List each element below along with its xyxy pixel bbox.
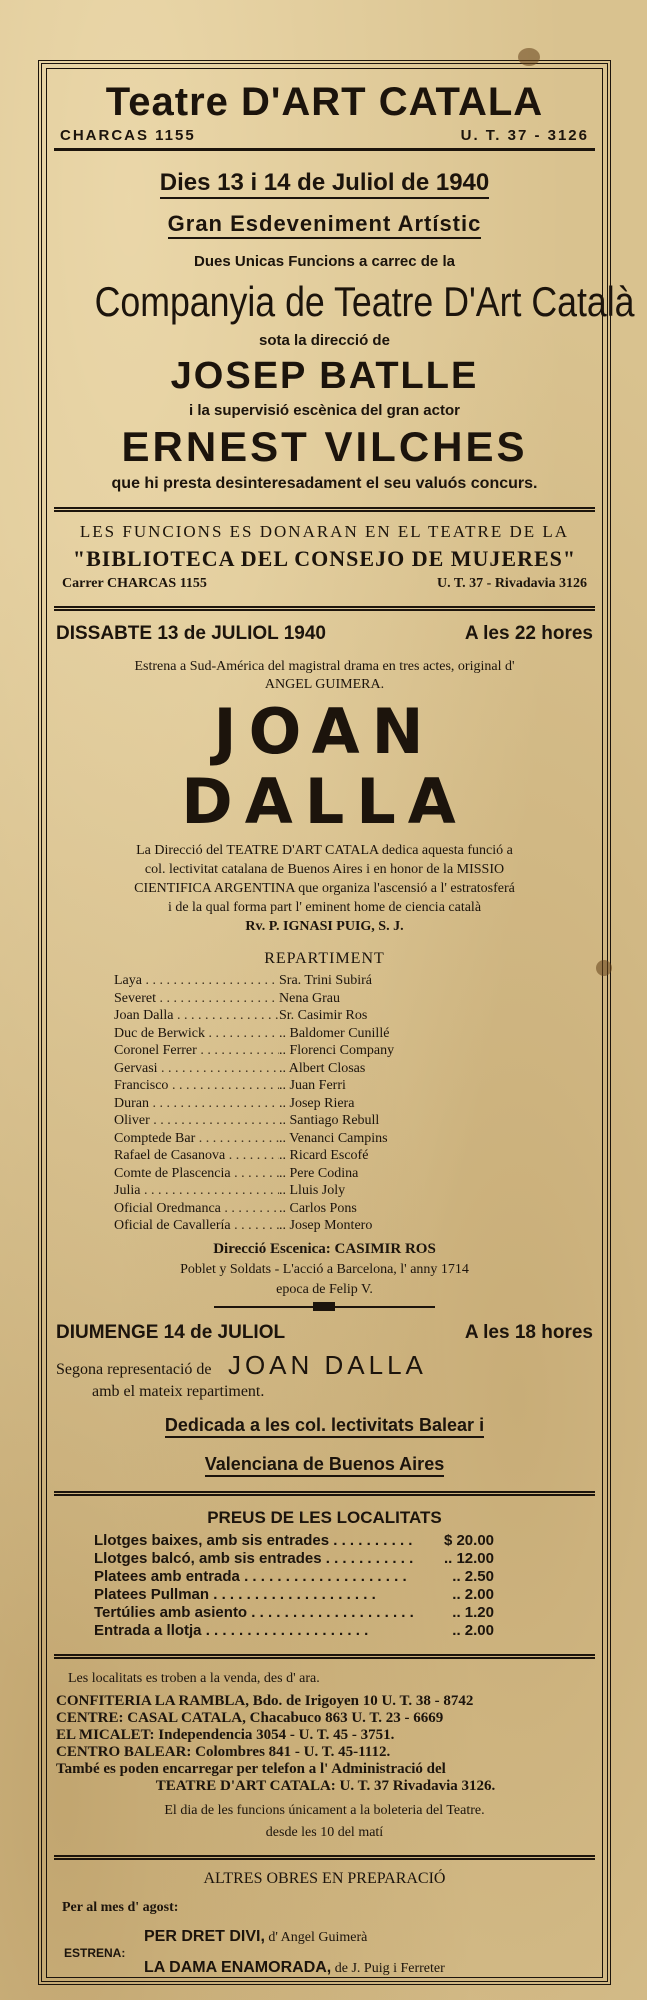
- cast-actor: Nena Grau: [279, 990, 341, 1006]
- second-prefix: Segona representació de: [56, 1360, 212, 1378]
- cast-role: Joan Dalla . . .: [54, 1007, 279, 1025]
- second-performance-line: [54, 1350, 595, 1381]
- cast-row: [54, 1112, 595, 1130]
- cast-role: Laya . . .: [54, 972, 279, 990]
- cast-heading: REPARTIMENT: [264, 950, 385, 967]
- cast-row: [54, 1200, 595, 1218]
- price-list: [54, 1532, 595, 1640]
- price-label: Platees amb entrada . . .: [54, 1568, 414, 1586]
- cast-actor: .. Baldomer Cunillé: [279, 1025, 390, 1041]
- price-label: Llotges balcó, amb sis entrades . . .: [54, 1550, 414, 1568]
- venue-phone: U. T. 37 - Rivadavia 3126: [437, 576, 587, 591]
- price-value: .. 12.00: [443, 1549, 494, 1567]
- same-cast: amb el mateix repartiment.: [92, 1382, 265, 1400]
- upcoming-play1-title: PER DRET DIVI,: [144, 1927, 265, 1945]
- performance1-day: DISSABTE 13 de JULIOL 1940: [56, 623, 326, 644]
- ornament-divider: [54, 1300, 595, 1314]
- cast-row: [54, 1077, 595, 1095]
- cast-role: Oficial de Cavallería . . .: [54, 1217, 279, 1235]
- upcoming-play1: [144, 1922, 445, 1953]
- price-label: Entrada a llotja . . .: [54, 1622, 414, 1640]
- cast-role: Julia . . .: [54, 1182, 279, 1200]
- premiere-line1: Estrena a Sud-América del magistral drama en tres actes, original d': [134, 659, 515, 674]
- cast-row: [54, 1060, 595, 1078]
- event-intro: Dues Unicas Funcions a carrec de la: [194, 253, 455, 270]
- supervision-line: i la supervisió escènica del gran actor: [189, 402, 460, 419]
- cast-role: Rafael de Casanova . . .: [54, 1147, 279, 1165]
- company-name: Companyia de Teatre D'Art Català: [94, 278, 635, 325]
- cast-role: Gervasi . . .: [54, 1060, 279, 1078]
- price-row: [54, 1622, 595, 1640]
- cast-role: Duc de Berwick . . .: [54, 1025, 279, 1043]
- poster-content: [54, 76, 635, 1984]
- performance1-header: [54, 623, 595, 645]
- sales-line: EL MICALET: Independencia 3054 - U. T. 45 - 3751.: [56, 1726, 395, 1743]
- divider: [54, 1654, 595, 1659]
- cast-actor: .. Albert Closas: [279, 1060, 366, 1076]
- cast-role: Coronel Ferrer . . .: [54, 1042, 279, 1060]
- performance2-day: DIUMENGE 14 de JULIOL: [56, 1321, 286, 1343]
- cast-actor: .. Juan Ferri: [279, 1078, 346, 1093]
- venue-contact: [54, 576, 595, 592]
- cast-actor: .. Florenci Company: [279, 1043, 395, 1058]
- cast-role: Francisco . . .: [54, 1077, 279, 1095]
- cast-row: [54, 1165, 595, 1183]
- dedication-line: CIENTIFICA ARGENTINA que organiza l'ascensió a l' estratosferá: [134, 881, 515, 896]
- upcoming-play2-author: de J. Puig i Ferreter: [331, 1960, 445, 1976]
- price-label: Llotges baixes, amb sis entrades . . .: [54, 1532, 414, 1550]
- contribution-line: que hi presta desinteresadament el seu valuós concurs.: [111, 475, 538, 492]
- cast-role: Comptede Bar . . .: [54, 1130, 279, 1148]
- divider: [54, 1855, 595, 1860]
- upcoming-play1-author: d' Angel Guimerà: [264, 1929, 368, 1945]
- upcoming-plays: [54, 1922, 595, 1984]
- sales-line: CENTRE: CASAL CATALA, Chacabuco 863 U. T. 23 - 6669: [56, 1709, 444, 1726]
- cast-actor: .. Lluis Joly: [279, 1183, 346, 1198]
- price-value: .. 2.50: [452, 1567, 494, 1585]
- price-row: [54, 1550, 595, 1568]
- price-row: [54, 1532, 595, 1550]
- performance1-time: A les 22 hores: [464, 623, 593, 644]
- sales-line: CONFITERIA LA RAMBLA, Bdo. de Irigoyen 10 U. T. 38 - 8742: [56, 1692, 474, 1709]
- divider: [54, 606, 595, 611]
- cast-actor: .. Venanci Campins: [279, 1130, 388, 1146]
- theatre-title: Teatre D'ART CATALA: [105, 80, 544, 124]
- cast-actor: .. Josep Montero: [279, 1218, 373, 1233]
- play-title: JOAN DALLA: [181, 695, 468, 838]
- theatre-contact: [54, 127, 595, 144]
- cast-actor: .. Santiago Rebull: [279, 1113, 380, 1128]
- cast-row: [54, 1042, 595, 1060]
- dedication-line: col. lectivitat catalana de Buenos Aires i en honor de la MISSIO: [144, 862, 505, 877]
- direction-line: sota la direcció de: [259, 332, 390, 349]
- cast-row: [54, 990, 595, 1008]
- upcoming-play2: [144, 1953, 445, 1984]
- cast-row: [54, 1147, 595, 1165]
- cast-role: Duran . . .: [54, 1095, 279, 1113]
- price-value: .. 2.00: [452, 1585, 494, 1603]
- cast-actor: Sr. Casimir Ros: [279, 1008, 368, 1023]
- cast-row: [54, 1095, 595, 1113]
- price-label: Tertúlies amb asiento . . .: [54, 1604, 414, 1622]
- upcoming-play2-title: LA DAMA ENAMORADA,: [144, 1958, 332, 1976]
- cast-actor: .. Josep Riera: [279, 1095, 355, 1111]
- venue-line1: LES FUNCIONS ES DONARAN EN EL TEATRE DE LA: [79, 522, 570, 541]
- cast-role: Severet . . .: [54, 990, 279, 1008]
- setting-line2: epoca de Felip V.: [276, 1281, 373, 1297]
- cast-row: [54, 1130, 595, 1148]
- dedication-line: i de la qual forma part l' eminent home de ciencia català: [167, 900, 482, 915]
- price-label: Platees Pullman . . .: [54, 1586, 414, 1604]
- sales-intro: Les localitats es troben a la venda, des d' ara.: [68, 1670, 320, 1686]
- box-office-line2: desde les 10 del matí: [265, 1824, 384, 1840]
- cast-actor: Sra. Trini Subirá: [279, 973, 372, 988]
- event-dates: Dies 13 i 14 de Juliol de 1940: [160, 169, 490, 199]
- ink-stain: [518, 48, 540, 66]
- upcoming-heading: ALTRES OBRES EN PREPARACIÓ: [203, 1869, 446, 1887]
- cast-row: [54, 1182, 595, 1200]
- sales-line: TEATRE D'ART CATALA: U. T. 37 Rivadavia 3126.: [155, 1777, 496, 1794]
- price-row: [54, 1568, 595, 1586]
- performance2-time: A les 18 hores: [464, 1321, 593, 1343]
- actor-name: ERNEST VILCHES: [121, 423, 528, 470]
- performance2-dedication2: Valenciana de Buenos Aires: [205, 1454, 444, 1477]
- price-value: .. 2.00: [452, 1621, 494, 1639]
- cast-list: [54, 972, 595, 1235]
- estrena-label: ESTRENA:: [64, 1945, 126, 1960]
- cast-role: Oficial Oredmanca . . .: [54, 1200, 279, 1218]
- venue-line2: "BIBLIOTECA DEL CONSEJO DE MUJERES": [72, 546, 577, 571]
- performance2-dedication1: Dedicada a les col. lectivitats Balear i: [165, 1415, 484, 1438]
- event-headline: Gran Esdeveniment Artístic: [168, 211, 482, 239]
- performance2-header: [54, 1322, 595, 1344]
- cast-actor: .. Pere Codina: [279, 1165, 359, 1181]
- second-play-title: JOAN DALLA: [227, 1349, 427, 1380]
- cast-row: [54, 972, 595, 990]
- cast-row: [54, 1007, 595, 1025]
- upcoming-month: Per al mes d' agost:: [62, 1899, 179, 1915]
- divider: [54, 1491, 595, 1496]
- cast-row: [54, 1217, 595, 1235]
- prices-heading: PREUS DE LES LOCALITATS: [207, 1507, 442, 1527]
- sales-line: CENTRO BALEAR: Colombres 841 - U. T. 45-1112.: [56, 1743, 391, 1760]
- theatre-address: CHARCAS 1155: [60, 127, 196, 144]
- ink-stain: [596, 960, 612, 976]
- price-value: .. 1.20: [452, 1603, 494, 1621]
- venue-street: Carrer CHARCAS 1155: [62, 576, 207, 591]
- cast-row: [54, 1025, 595, 1043]
- cast-actor: .. Ricard Escofé: [279, 1148, 369, 1163]
- cast-role: Oliver . . .: [54, 1112, 279, 1130]
- sales-line: També es poden encarregar per telefon a l' Administració del: [56, 1760, 446, 1777]
- box-office-line1: El dia de les funcions únicament a la boleteria del Teatre.: [164, 1802, 485, 1818]
- sales-points: [54, 1693, 595, 1795]
- setting-line1: Poblet y Soldats - L'acció a Barcelona, l' anny 1714: [180, 1261, 469, 1277]
- cast-role: Comte de Plascencia . . .: [54, 1165, 279, 1183]
- cast-actor: .. Carlos Pons: [279, 1200, 357, 1216]
- director-name: JOSEP BATLLE: [170, 355, 479, 397]
- stage-direction: Direcció Escenica: CASIMIR ROS: [213, 1240, 436, 1257]
- price-value: $ 20.00: [443, 1531, 494, 1549]
- dedication-honoree: Rv. P. IGNASI PUIG, S. J.: [245, 919, 404, 934]
- dedication-line: La Direcció del TEATRE D'ART CATALA dedica aquesta funció a: [136, 843, 513, 858]
- theatre-phone: U. T. 37 - 3126: [460, 127, 589, 144]
- premiere-line2: ANGEL GUIMERA.: [264, 677, 385, 692]
- price-row: [54, 1586, 595, 1604]
- dedication: [54, 841, 595, 936]
- price-row: [54, 1604, 595, 1622]
- divider: [54, 507, 595, 512]
